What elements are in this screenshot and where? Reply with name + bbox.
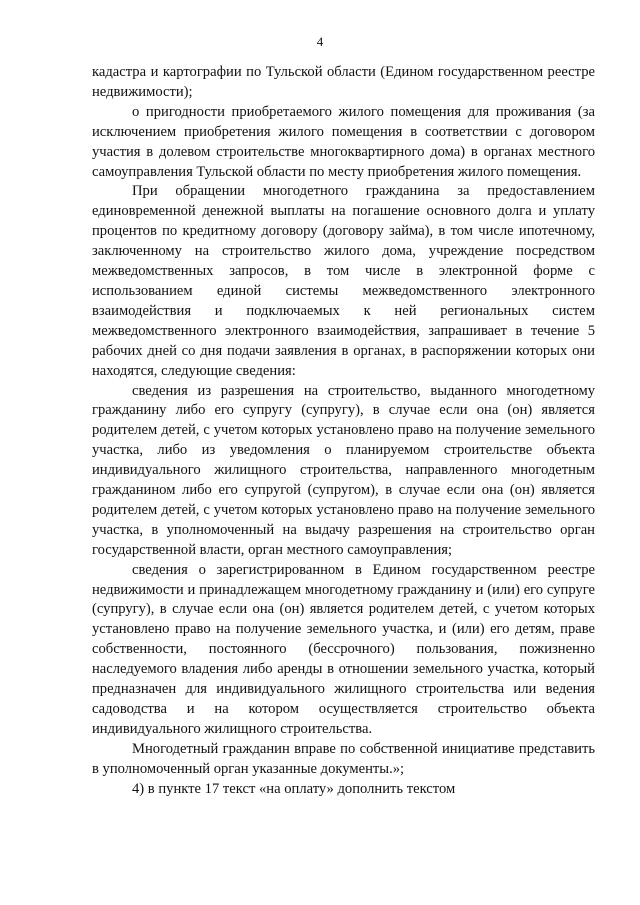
paragraph: 4) в пункте 17 текст «на оплату» дополнить текстом [132,780,456,797]
paragraph: Многодетный гражданин вправе по собственной инициативе представить в уполномоченный орган указанные документы.»; [92,740,595,777]
page-number: 4 [316,34,324,49]
paragraph: При обращении многодетного гражданина за предоставлением единовременной денежной выплаты на погашение основного долга и уплату процентов по кредитному договору (договору займа), в том числе ипотечному, заключенному на строительство жилого дома, учреждение посредством межведомственных запросов, в том числе в электронной форме с использованием единой системы межведомственного электронного взаимодействия и подключаемых к ней региональных систем межведомственного электронного взаимодействия, запрашивает в течение 5 рабочих дней со дня подачи заявления в органах, в распоряжении которых они находятся, следующие сведения: [92,183,595,379]
document-body [92,63,595,800]
paragraph: о пригодности приобретаемого жилого помещения для проживания (за исключением приобретения жилого помещения в соответствии с договором участия в долевом строительстве многоквартирного дома) в органах местного самоуправления Тульской области по месту приобретения жилого помещения. [92,103,595,180]
paragraph: сведения из разрешения на строительство, выданного многодетному гражданину либо его супругу (супругу), в случае если она (он) является родителем детей, с учетом которых установлено право на получение земельного участка, либо из уведомления о планируемом строительстве объекта индивидуального жилищного строительства, направленного многодетным гражданином либо его супругой (супругом), в случае если она (он) является родителем детей, с учетом которых установлено право на получение земельного участка, в уполномоченный на выдачу разрешения на строительство орган государственной власти, орган местного самоуправления; [92,382,595,558]
paragraph: кадастра и картографии по Тульской области (Едином государственном реестре недвижимости); [92,64,595,100]
paragraph: сведения о зарегистрированном в Едином государственном реестре недвижимости и принадлежащем многодетному гражданину и (или) его супруге (супругу), в случае если она (он) является родителем детей, с учетом которых установлено право на получение земельного участка, и (или) его детям, праве собственности, постоянного (бессрочного) пользования, пожизненно наследуемого владения либо аренды в отношении земельного участка, который предназначен для индивидуального жилищного строительства или ведения садоводства и на котором осуществляется строительство объекта индивидуального жилищного строительства. [92,561,595,737]
